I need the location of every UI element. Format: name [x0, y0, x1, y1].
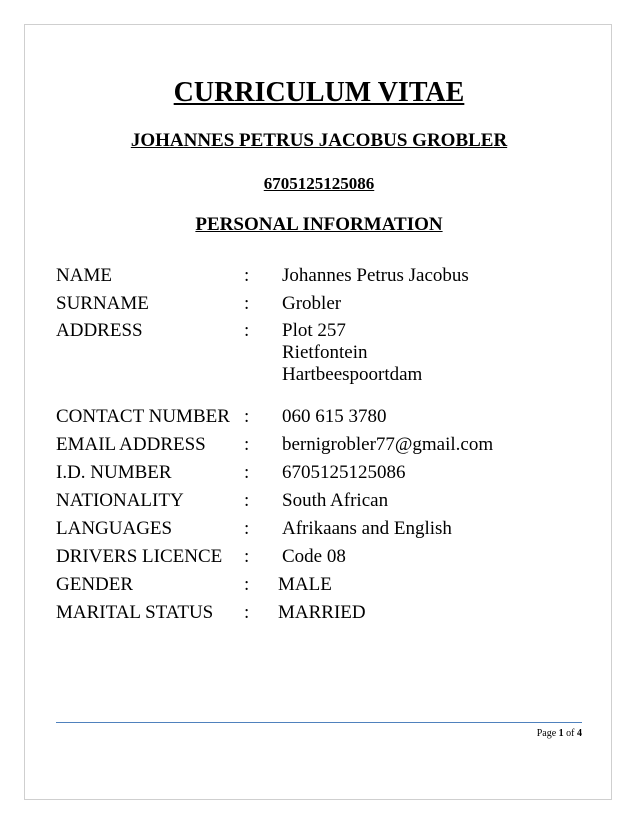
info-separator: : — [244, 265, 250, 286]
total-pages: 4 — [577, 728, 582, 739]
info-label: LANGUAGES — [56, 518, 173, 539]
info-value: Code 08 — [282, 546, 346, 567]
info-separator: : — [244, 434, 250, 455]
address-line: Plot 257 — [282, 320, 346, 341]
full-name-heading: JOHANNES PETRUS JACOBUS GROBLER — [130, 130, 508, 151]
id-number-heading: 6705125125086 — [263, 174, 375, 193]
info-label: ADDRESS — [56, 320, 143, 341]
info-value: South African — [282, 490, 389, 511]
info-separator: : — [244, 490, 250, 511]
info-label: NAME — [56, 265, 112, 286]
address-line: Hartbeespoortdam — [282, 364, 423, 385]
info-separator: : — [244, 406, 250, 427]
document-title: CURRICULUM VITAE — [173, 77, 465, 108]
info-label: MARITAL STATUS — [56, 602, 214, 623]
info-value-address — [282, 320, 422, 386]
info-value: 6705125125086 — [282, 462, 406, 483]
info-value: MALE — [278, 574, 332, 595]
info-label: I.D. NUMBER — [56, 462, 172, 483]
info-separator: : — [244, 602, 250, 623]
info-separator: : — [244, 320, 250, 341]
page-number — [0, 728, 582, 740]
footer-divider — [56, 722, 582, 723]
info-value: Johannes Petrus Jacobus — [282, 265, 469, 286]
info-value: bernigrobler77@gmail.com — [282, 434, 494, 455]
info-label: DRIVERS LICENCE — [56, 546, 223, 567]
info-label: CONTACT NUMBER — [56, 406, 230, 427]
info-label: NATIONALITY — [56, 490, 184, 511]
info-value: Afrikaans and English — [282, 518, 452, 539]
current-page: 1 — [558, 728, 564, 739]
info-separator: : — [244, 462, 250, 483]
info-separator: : — [244, 574, 250, 595]
of-word: of — [566, 728, 575, 739]
info-separator: : — [244, 546, 250, 567]
info-separator: : — [244, 293, 250, 314]
info-label: GENDER — [56, 574, 134, 595]
section-title-personal-information: PERSONAL INFORMATION — [195, 214, 443, 235]
address-line: Rietfontein — [282, 342, 368, 363]
info-value: 060 615 3780 — [282, 406, 387, 427]
page-word: Page — [536, 728, 557, 739]
info-label: EMAIL ADDRESS — [56, 434, 206, 455]
info-separator: : — [244, 518, 250, 539]
info-value: MARRIED — [278, 602, 366, 623]
info-value: Grobler — [282, 293, 342, 314]
info-label: SURNAME — [56, 293, 149, 314]
